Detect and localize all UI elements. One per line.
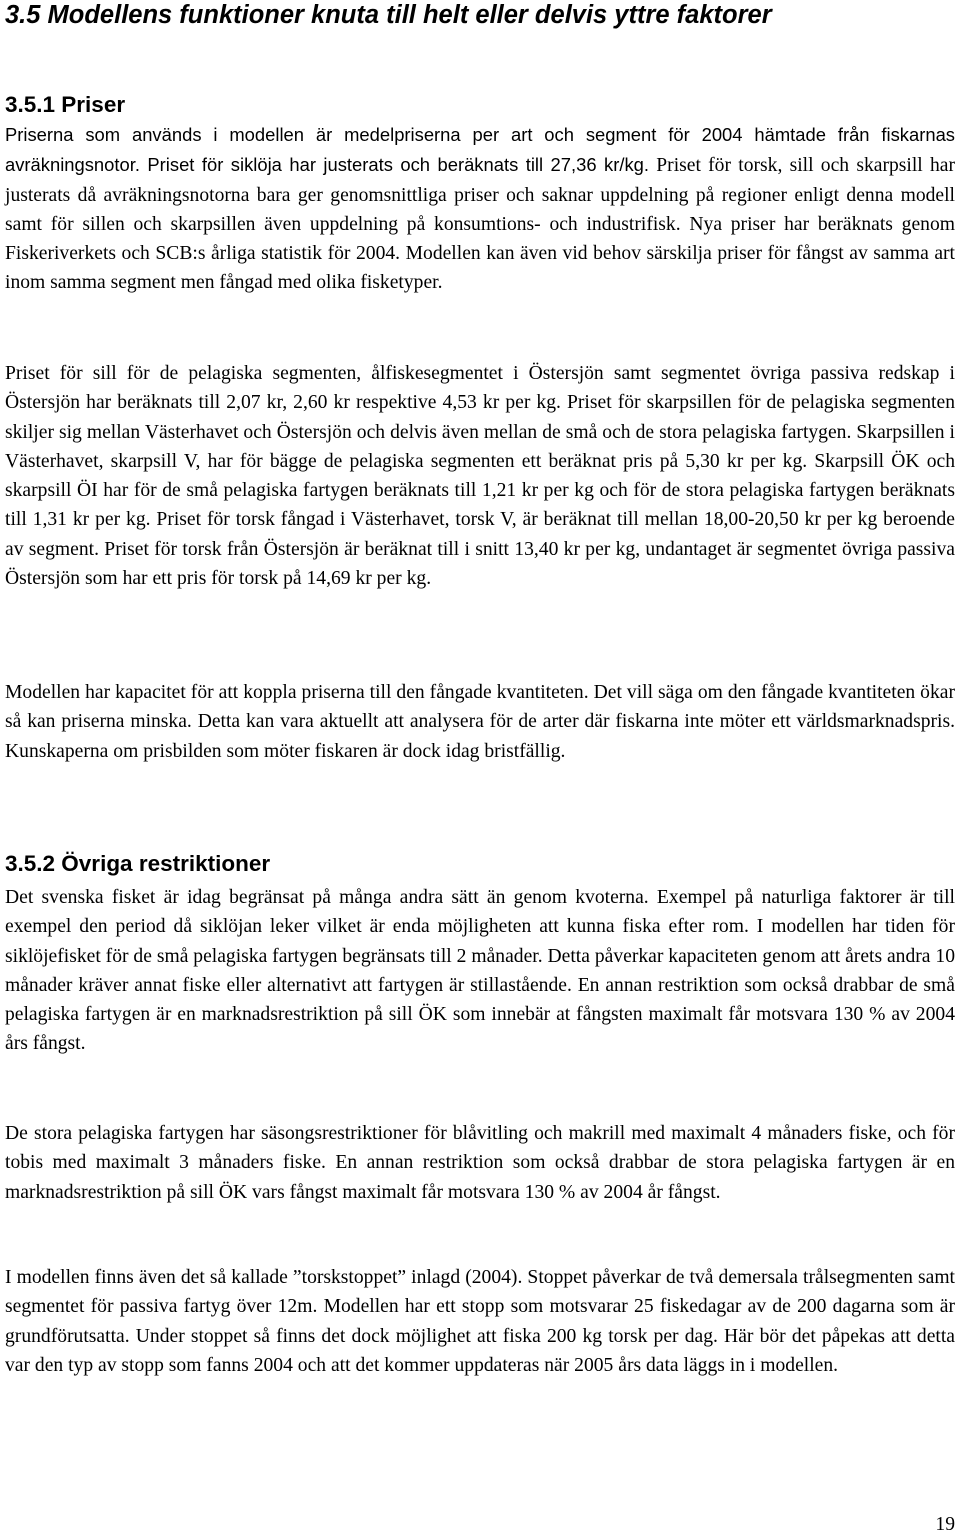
paragraph-ovriga-intro: Det svenska fisket är idag begränsat på många andra sätt än genom kvoterna. Exempel på naturliga faktorer är till exempel den period då siklöjan leker vilket är enda möjligheten att kunna fiska efter rom. I modellen har tiden för siklöjefisket för de små pelagiska fartygen begränsats till 2 månader. Detta påverkar kapaciteten genom att årets andra 10 månader kräver annat fiske eller alternativt att fartygen är stillastående. En annan restriktion som också drabbar de små pelagiska fartygen är en marknadsrestriktion på sill ÖK som innebär at fångsten maximalt får motsvara 130 % av 2004 års fångst. — [5, 887, 955, 1055]
paragraph-priser-segment: Priset för sill för de pelagiska segmenten, ålfiskesegmentet i Östersjön samt segmentet övriga passiva redskap i Östersjön har beräknats till 2,07 kr, 2,60 kr respektive 4,53 kr per kg. Priset för skarpsillen för de pelagiska segmenten skiljer sig mellan Västerhavet och Östersjön och delvis även mellan de små och de stora pelagiska fartygen. Skarpsillen i Västerhavet, skarpsill V, har för bägge de pelagiska segmenten ett beräknat pris på 5,30 kr per kg. Skarpsill ÖK och skarpsill ÖI har för de små pelagiska fartygen beräknats till 1,21 kr per kg och för de stora pelagiska fartygen beräknats till 1,31 kr per kg. Priset för torsk fångad i Västerhavet, torsk V, är beräknat till mellan 18,00-20,50 kr per kg beroende av segment. Priset för torsk från Östersjön är beräknat till i snitt 13,40 kr per kg, undantaget är segmentet övriga passiva Östersjön som har ett pris för torsk på 14,69 kr per kg. — [5, 363, 955, 590]
paragraph-priser-kapacitet: Modellen har kapacitet för att koppla priserna till den fångade kvantiteten. Det vill säga om den fångade kvantiteten ökar så kan priserna minska. Detta kan vara aktuellt att analysera för de arter där fiskarna inte möter ett världsmarknadspris. Kunskaperna om prisbilden som möter fiskaren är dock idag bristfällig. — [5, 682, 955, 762]
paragraph-priser-intro-serif: Priset för torsk, sill och skarpsill har justerats då avräkningsnotorna bara ger genomsnittliga priser och saknar uppdelning på regioner enligt denna modell samt för sillen och skarpsillen även uppdelning på konsumtions- och industrifisk. Nya priser har beräknats genom Fiskeriverkets och SCB:s årliga statistik för 2004. Modellen kan även vid behov särskilja priser för fångst av samma art inom samma segment men fångad med olika fisketyper. — [5, 155, 956, 294]
section-heading: 3.5 Modellens funktioner knuta till helt eller delvis yttre faktorer — [5, 1, 772, 29]
subsection-heading-priser: 3.5.1 Priser — [5, 92, 126, 117]
paragraph-ovriga-stora: De stora pelagiska fartygen har säsongsrestriktioner för blåvitling och makrill med maximalt 4 månaders fiske, och för tobis med maximalt 3 månaders fiske. En annan restriktion som också drabbar de stora pelagiska fartygen är en marknadsrestriktion på sill ÖK vars fångst maximalt får motsvara 130 % av 2004 år fångst. — [5, 1123, 955, 1203]
paragraph-ovriga-torskstopp: I modellen finns även det så kallade ”torskstoppet” inlagd (2004). Stoppet påverkar de två demersala trålsegmenten samt segmentet för passiva fartyg över 12m. Modellen har ett stopp som motsvarar 25 fiskedagar av de 200 dagarna som är grundförutsatta. Under stoppet så finns det dock möjlighet att fiska 200 kg torsk per dag. Här bör det påpekas att detta var den typ av stopp som fanns 2004 och att det kommer uppdateras när 2005 års data läggs in i modellen. — [5, 1267, 955, 1376]
page-number: 19 — [935, 1514, 955, 1535]
paragraph-priser-intro — [5, 120, 955, 298]
subsection-heading-ovriga: 3.5.2 Övriga restriktioner — [5, 851, 271, 876]
paragraph-priser-intro-sans: Priserna som används i modellen är medelpriserna per art och segment för 2004 hämtade från fiskarnas avräkningsnotor. Priset för siklöja har justerats och beräknats till 27,36 kr/kg. — [5, 124, 955, 176]
